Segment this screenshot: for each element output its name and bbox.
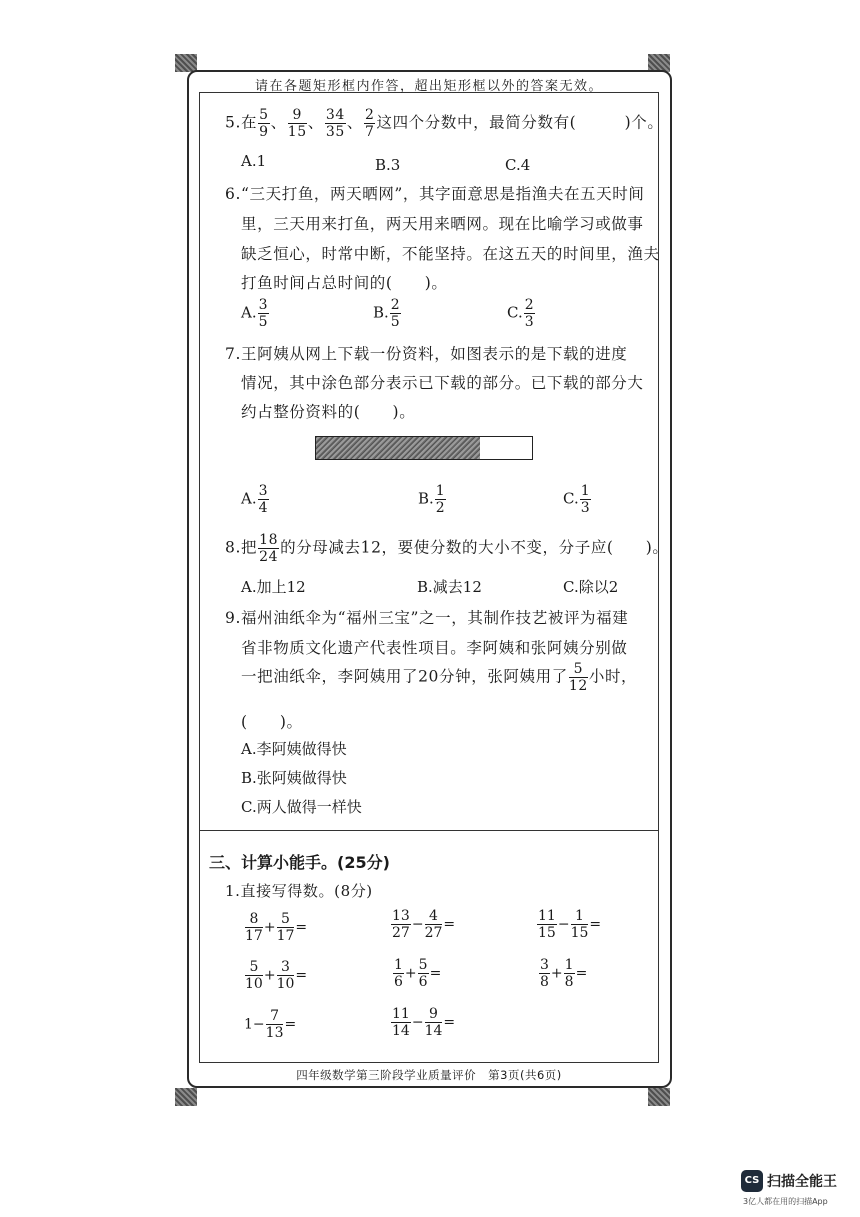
q6-option-a[interactable]: A. $\frac{3}{5}$	[241, 297, 268, 330]
q9-line-3: 一把油纸伞，李阿姨用了20分钟，张阿姨用了 $\frac{5}{12}$ 小时，	[241, 661, 638, 694]
answer-notice: 请在各题矩形框内作答，超出矩形框以外的答案无效。	[254, 79, 603, 94]
q5-option-a[interactable]: A.1	[241, 152, 267, 170]
page-footer: 四年级数学第三阶段学业质量评价 第3页(共6页)	[296, 1068, 562, 1082]
scanner-app-name: 扫描全能王	[767, 1174, 837, 1190]
calc-item-1[interactable]: $\frac{8}{17}$ + $\frac{5}{17}$ =	[245, 911, 308, 944]
q6-line-1: 6.“三天打鱼，两天晒网”，其字面意思是指渔夫在五天时间	[225, 185, 645, 203]
q5-option-b[interactable]: B.3	[375, 156, 401, 174]
q5-fraction-1: $\frac{5}{9}$	[259, 107, 269, 140]
q9-blank: ( )。	[241, 713, 303, 731]
download-progress-bar	[315, 436, 533, 460]
scanner-logo	[741, 1170, 837, 1207]
q9-line-1: 9.福州油纸伞为“福州三宝”之一，其制作技艺被评为福建	[225, 609, 629, 627]
scanner-tagline: 3亿人都在用的扫描App	[743, 1197, 828, 1206]
cs-logo-icon: CS	[741, 1170, 763, 1192]
q5-option-c[interactable]: C.4	[505, 156, 531, 174]
corner-mark-bottom-right	[648, 1088, 670, 1106]
corner-mark-bottom-left	[175, 1088, 197, 1106]
q5-sep: 、	[270, 113, 287, 132]
calc-item-4[interactable]: $\frac{5}{10}$ + $\frac{3}{10}$ =	[245, 959, 308, 992]
calc-item-7[interactable]: 1− $\frac{7}{13}$ =	[244, 1008, 297, 1041]
q5-fraction-2: $\frac{9}{15}$	[287, 107, 307, 140]
q9-line-2: 省非物质文化遗产代表性项目。李阿姨和张阿姨分别做	[241, 639, 628, 657]
section-3-title: 三、计算小能手。(25分)	[209, 853, 390, 872]
section-3-subtitle: 1.直接写得数。(8分)	[225, 882, 373, 900]
q5-fraction-4: $\frac{2}{7}$	[364, 107, 375, 140]
question-5: 5.在 $\frac{5}{9}$ 、 $\frac{9}{15}$ 、 $\frac{34}{35}$ 、 $\frac{2}{7}$ 这四个分数中，最简分数有( )个。	[225, 107, 664, 140]
q7-option-b[interactable]: B. $\frac{1}{2}$	[418, 483, 445, 516]
q5-suffix: 这四个分数中，最简分数有( )个。	[376, 113, 664, 132]
q5-fraction-3: $\frac{34}{35}$	[325, 107, 345, 140]
calc-item-6[interactable]: $\frac{3}{8}$ + $\frac{1}{8}$ =	[540, 957, 588, 990]
question-8: 8.把 $\frac{18}{24}$ 的分母减去12，要使分数的大小不变，分子应( )。	[225, 532, 669, 565]
answer-box-bottom-border	[199, 1062, 659, 1063]
q5-prefix: 5.在	[225, 113, 258, 132]
download-progress-fill	[316, 437, 480, 459]
q6-line-3: 缺乏恒心，时常中断，不能坚持。在这五天的时间里，渔夫	[241, 245, 660, 263]
section-divider	[199, 830, 659, 831]
q6-line-4: 打鱼时间占总时间的( )。	[241, 274, 448, 292]
q6-option-c[interactable]: C. $\frac{2}{3}$	[507, 297, 534, 330]
q7-option-a[interactable]: A. $\frac{3}{4}$	[241, 483, 268, 516]
q6-option-b[interactable]: B. $\frac{2}{5}$	[373, 297, 400, 330]
q6-line-2: 里，三天用来打鱼，两天用来晒网。现在比喻学习或做事	[241, 215, 644, 233]
q8-option-b[interactable]: B.减去12	[417, 578, 482, 596]
q9-option-c[interactable]: C.两人做得一样快	[241, 798, 362, 816]
q8-option-a[interactable]: A.加上12	[241, 578, 306, 596]
q8-option-c[interactable]: C.除以2	[563, 578, 619, 596]
q7-line-3: 约占整份资料的( )。	[241, 403, 416, 421]
calc-item-3[interactable]: $\frac{11}{15}$ − $\frac{1}{15}$ =	[538, 908, 602, 941]
q7-line-2: 情况，其中涂色部分表示已下载的部分。已下载的部分大	[241, 374, 644, 392]
q7-line-1: 7.王阿姨从网上下载一份资料，如图表示的是下载的进度	[225, 345, 628, 363]
calc-item-8[interactable]: $\frac{11}{14}$ − $\frac{9}{14}$ =	[392, 1006, 456, 1039]
calc-item-2[interactable]: $\frac{13}{27}$ − $\frac{4}{27}$ =	[392, 908, 456, 941]
calc-item-5[interactable]: $\frac{1}{6}$ + $\frac{5}{6}$ =	[394, 957, 442, 990]
q9-option-a[interactable]: A.李阿姨做得快	[241, 740, 347, 758]
q9-option-b[interactable]: B.张阿姨做得快	[241, 769, 347, 787]
q7-option-c[interactable]: C. $\frac{1}{3}$	[563, 483, 590, 516]
